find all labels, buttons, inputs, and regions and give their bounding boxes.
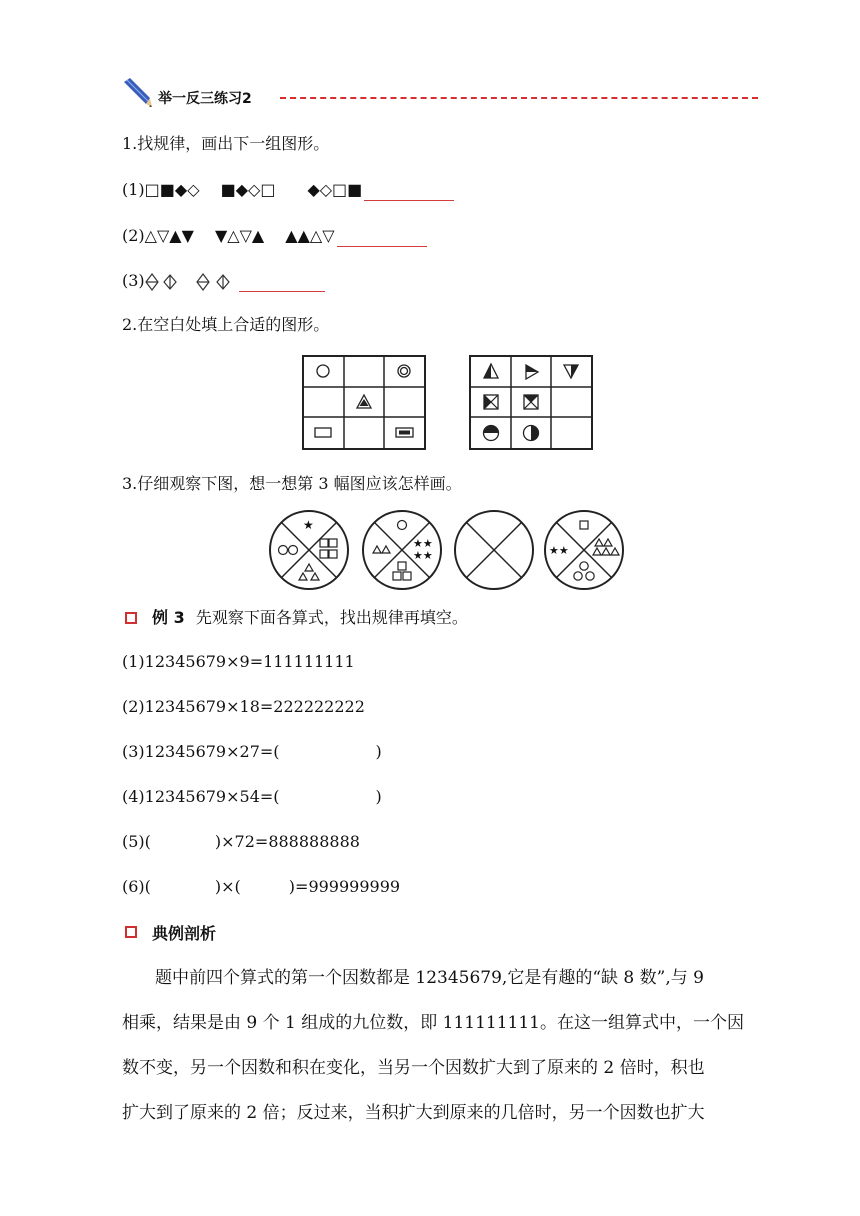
analysis-heading: 典例剖析 [152,924,217,943]
star-icon: ★ [303,518,314,532]
q1-row-3 [122,270,325,292]
header-divider [280,97,758,99]
equation-3: (3)12345679×27=( ) [122,742,382,761]
equation-1: (1)12345679×9=111111111 [122,652,355,671]
q1-row-2 [122,225,427,247]
stars-top-icon: ★★ [413,537,433,550]
q1-prompt: 1.找规律，画出下一组图形。 [122,134,330,153]
practice-title: 举一反三练习2 [158,91,252,107]
analysis-line-3: 数不变，另一个因数和积在变化，当另一个因数扩大到了原来的 2 倍时，积也 [122,1058,705,1078]
grid-puzzle-1 [302,355,426,450]
equation-5: (5)( )×72=888888888 [122,832,360,851]
q1-row-3-label: (3) [122,271,145,290]
stars-icon: ★★ [549,544,569,557]
example-heading [152,607,468,629]
equation-4: (4)12345679×54=( ) [122,787,382,806]
circle-figure-3-blank[interactable] [453,509,535,591]
equation-2: (2)12345679×18=222222222 [122,697,365,716]
q1-row-1-shapes: (1)□■◆◇ ■◆◇□ ◆◇□■ [122,180,363,199]
q3-prompt: 3.仔细观察下图，想一想第 3 幅图应该怎样画。 [122,474,462,493]
stars-bottom-icon: ★★ [413,549,433,562]
q1-row-1 [122,179,454,201]
pencil-icon [120,78,154,108]
red-square-bullet-icon [125,926,137,938]
grid-puzzle-2 [469,355,593,450]
red-square-bullet-icon [125,612,137,624]
equation-6: (6)( )×( )=999999999 [122,877,401,896]
answer-blank[interactable] [364,182,454,201]
q1-row-2-shapes: (2)△▽▲▼ ▼△▽▲ ▲▲△▽ [122,226,335,245]
answer-blank[interactable] [337,228,427,247]
analysis-line-1: 题中前四个算式的第一个因数都是 12345679,它是有趣的“缺 8 数”,与 9 [155,968,704,988]
circle-figure-2 [361,509,443,591]
q2-prompt: 2.在空白处填上合适的图形。 [122,315,330,334]
analysis-line-4: 扩大到了原来的 2 倍；反过来，当积扩大到原来的几倍时，另一个因数也扩大 [122,1103,705,1123]
example-instruction: 先观察下面各算式，找出规律再填空。 [195,608,468,627]
analysis-line-2: 相乘，结果是由 9 个 1 组成的九位数，即 111111111。在这一组算式中，一个因 [122,1013,744,1033]
answer-blank[interactable] [239,273,325,292]
circle-figure-1 [268,509,350,591]
rhombus-figures-icon [145,272,237,292]
circle-figure-4 [543,509,625,591]
example-label: 例 3 [152,608,185,627]
